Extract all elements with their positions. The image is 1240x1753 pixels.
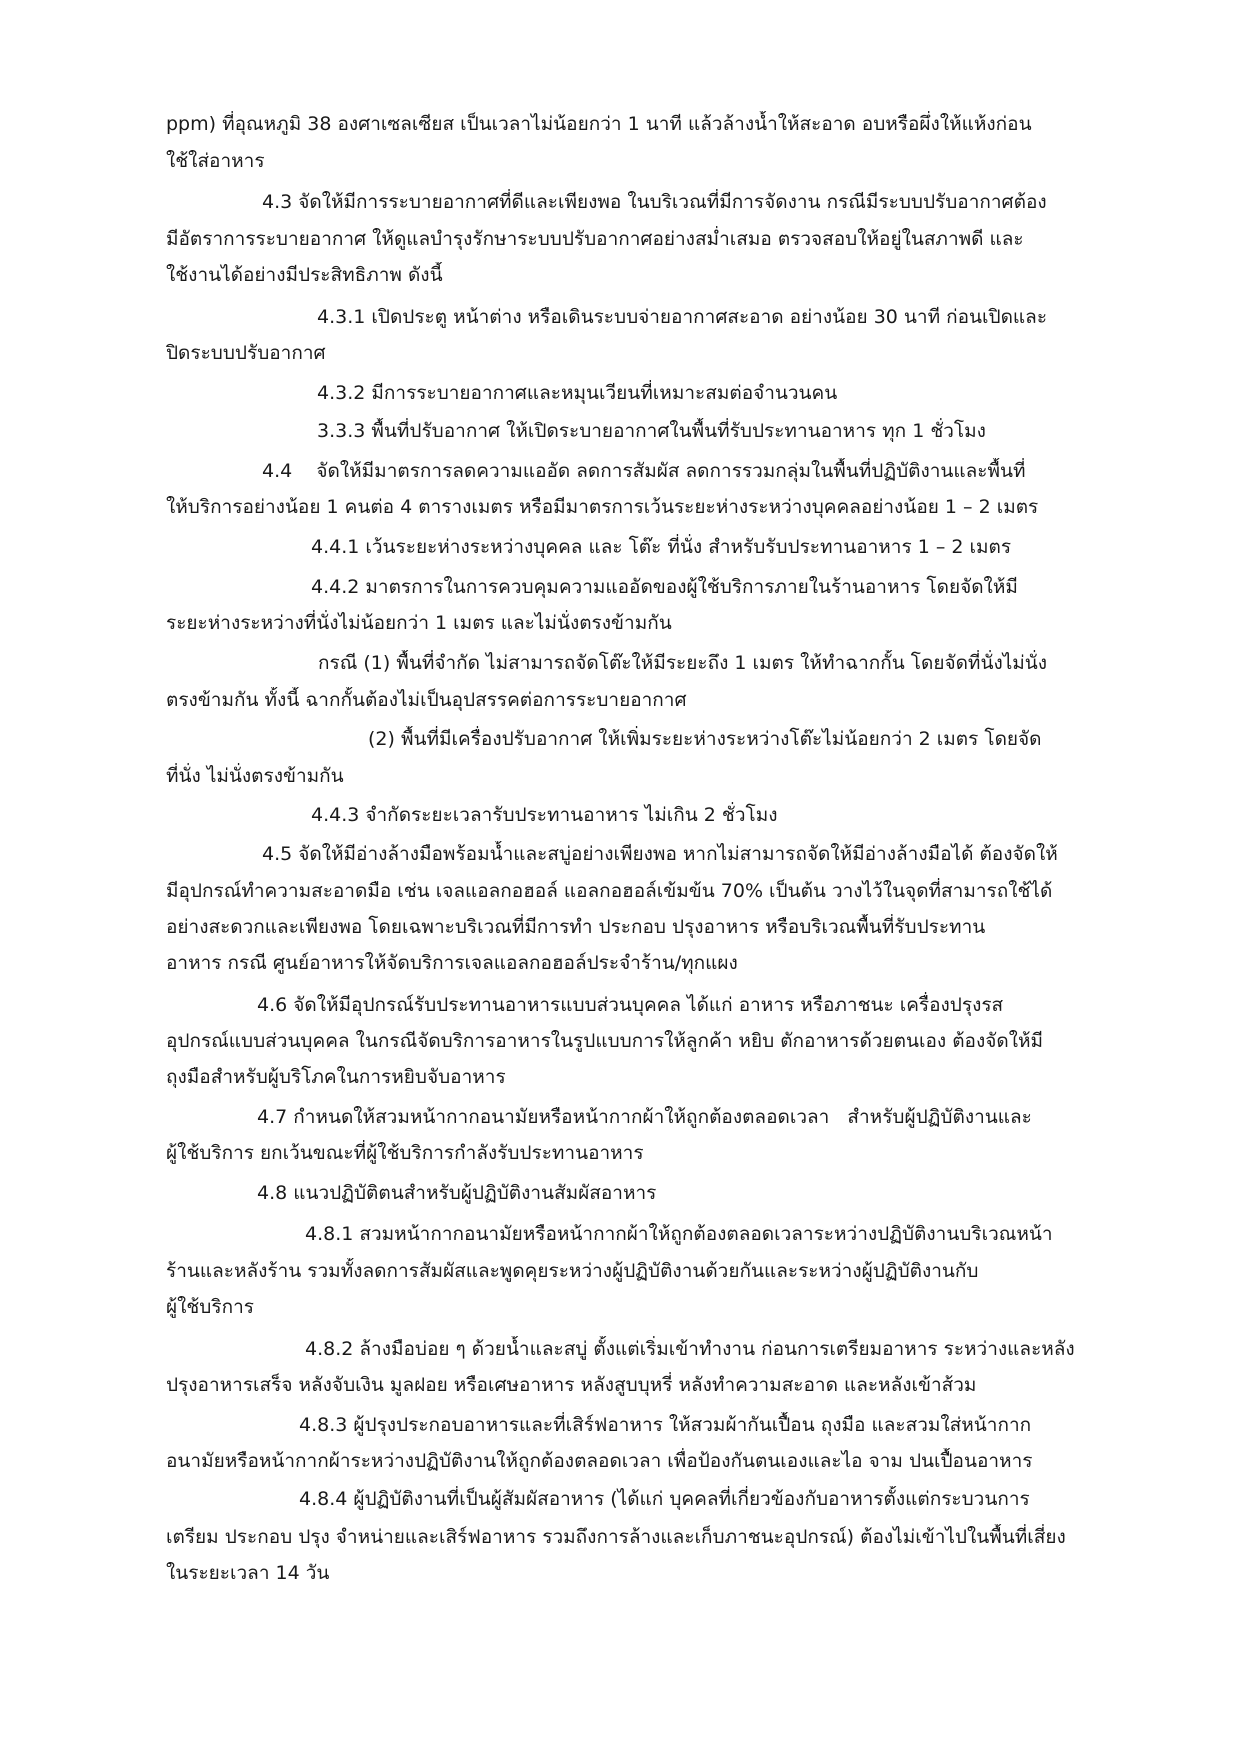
text-line: 4.4.1 เว้นระยะห่างระหว่างบุคคล และ โต๊ะ ที่นั่ง สำหรับรับประทานอาหาร 1 – 2 เมตร — [311, 536, 1012, 558]
text-line: มีอัตราการระบายอากาศ ให้ดูแลบำรุงรักษาระบบปรับอากาศอย่างสม่ำเสมอ ตรวจสอบให้อยู่ในสภาพดี และ — [166, 228, 1024, 250]
text-line: ปรุงอาหารเสร็จ หลังจับเงิน มูลฝอย หรือเศษอาหาร หลังสูบบุหรี่ หลังทำความสะอาด และหลังเข้าส้วม — [166, 1374, 977, 1396]
text-line: ผู้ใช้บริการ ยกเว้นขณะที่ผู้ใช้บริการกำลังรับประทานอาหาร — [166, 1142, 644, 1164]
text-line: 4.3.1 เปิดประตู หน้าต่าง หรือเดินระบบจ่ายอากาศสะอาด อย่างน้อย 30 นาที ก่อนเปิดและ — [317, 306, 1048, 328]
text-line: 4.3.2 มีการระบายอากาศและหมุนเวียนที่เหมาะสมต่อจำนวนคน — [317, 382, 838, 404]
text-line: ปิดระบบปรับอากาศ — [166, 342, 326, 364]
text-line: ระยะห่างระหว่างที่นั่งไม่น้อยกว่า 1 เมตร และไม่นั่งตรงข้ามกัน — [166, 612, 672, 634]
text-line: 4.4 จัดให้มีมาตรการลดความแออัด ลดการสัมผัส ลดการรวมกลุ่มในพื้นที่ปฏิบัติงานและพื้นที่ — [262, 460, 1026, 482]
text-line: อนามัยหรือหน้ากากผ้าระหว่างปฏิบัติงานให้ถูกต้องตลอดเวลา เพื่อป้องกันตนเองและไอ จาม ปนเปื้อนอาหาร — [166, 1450, 1033, 1472]
text-line: ใช้ใส่อาหาร — [166, 150, 265, 172]
text-line: 3.3.3 พื้นที่ปรับอากาศ ให้เปิดระบายอากาศในพื้นที่รับประทานอาหาร ทุก 1 ชั่วโมง — [317, 420, 986, 442]
text-line: ที่นั่ง ไม่นั่งตรงข้ามกัน — [166, 765, 344, 787]
text-line: อาหาร กรณี ศูนย์อาหารให้จัดบริการเจลแอลกอฮอล์ประจำร้าน/ทุกแผง — [166, 952, 738, 974]
text-line: 4.7 กำหนดให้สวมหน้ากากอนามัยหรือหน้ากากผ้าให้ถูกต้องตลอดเวลา สำหรับผู้ปฏิบัติงานและ — [257, 1106, 1032, 1128]
text-line: ให้บริการอย่างน้อย 1 คนต่อ 4 ตารางเมตร หรือมีมาตรการเว้นระยะห่างระหว่างบุคคลอย่างน้อย 1 – 2 เมตร — [166, 496, 1039, 518]
text-line: ร้านและหลังร้าน รวมทั้งลดการสัมผัสและพูดคุยระหว่างผู้ปฏิบัติงานด้วยกันและระหว่างผู้ปฏิบัติงานกับ — [166, 1260, 979, 1282]
text-line: 4.5 จัดให้มีอ่างล้างมือพร้อมน้ำและสบู่อย่างเพียงพอ หากไม่สามารถจัดให้มีอ่างล้างมือได้ ต้องจัดให้ — [262, 843, 1058, 865]
text-line: 4.3 จัดให้มีการระบายอากาศที่ดีและเพียงพอ ในบริเวณที่มีการจัดงาน กรณีมีระบบปรับอากาศต้อง — [262, 191, 1047, 213]
text-line: ถุงมือสำหรับผู้บริโภคในการหยิบจับอาหาร — [166, 1066, 506, 1088]
text-line: 4.8.4 ผู้ปฏิบัติงานที่เป็นผู้สัมผัสอาหาร (ได้แก่ บุคคลที่เกี่ยวข้องกับอาหารตั้งแต่กระบวนการ — [299, 1488, 1030, 1510]
text-line: 4.4.2 มาตรการในการควบคุมความแออัดของผู้ใช้บริการภายในร้านอาหาร โดยจัดให้มี — [311, 576, 1018, 598]
text-line: มีอุปกรณ์ทำความสะอาดมือ เช่น เจลแอลกอฮอล์ แอลกอฮอล์เข้มข้น 70% เป็นต้น วางไว้ในจุดที่สามารถใช้ได้ — [166, 880, 1053, 902]
text-line: อุปกรณ์แบบส่วนบุคคล ในกรณีจัดบริการอาหารในรูปแบบการให้ลูกค้า หยิบ ตักอาหารด้วยตนเอง ต้องจัดให้มี — [166, 1030, 1044, 1052]
text-line: 4.4.3 จำกัดระยะเวลารับประทานอาหาร ไม่เกิน 2 ชั่วโมง — [311, 804, 778, 826]
text-line: กรณี (1) พื้นที่จำกัด ไม่สามารถจัดโต๊ะให้มีระยะถึง 1 เมตร ให้ทำฉากกั้น โดยจัดที่นั่งไม่นั่ง — [318, 652, 1048, 674]
text-line: ตรงข้ามกัน ทั้งนี้ ฉากกั้นต้องไม่เป็นอุปสรรคต่อการระบายอากาศ — [166, 689, 687, 711]
text-line: 4.8.1 สวมหน้ากากอนามัยหรือหน้ากากผ้าให้ถูกต้องตลอดเวลาระหว่างปฏิบัติงานบริเวณหน้า — [305, 1223, 1053, 1245]
text-line: อย่างสะดวกและเพียงพอ โดยเฉพาะบริเวณที่มีการทำ ประกอบ ปรุงอาหาร หรือบริเวณพื้นที่รับประทาน — [166, 916, 986, 938]
text-line: ใช้งานได้อย่างมีประสิทธิภาพ ดังนี้ — [166, 264, 443, 286]
text-line: ppm) ที่อุณหภูมิ 38 องศาเซลเซียส เป็นเวลาไม่น้อยกว่า 1 นาที แล้วล้างน้ำให้สะอาด อบหรือผึ่งให้แห้งก่อน — [166, 113, 1032, 135]
text-line: เตรียม ประกอบ ปรุง จำหน่ายและเสิร์ฟอาหาร รวมถึงการล้างและเก็บภาชนะอุปกรณ์) ต้องไม่เข้าไปในพื้นที่เสี่ยง — [166, 1526, 1066, 1548]
text-line: 4.8.3 ผู้ปรุงประกอบอาหารและที่เสิร์ฟอาหาร ให้สวมผ้ากันเปื้อน ถุงมือ และสวมใส่หน้ากาก — [299, 1414, 1032, 1436]
text-line: 4.6 จัดให้มีอุปกรณ์รับประทานอาหารแบบส่วนบุคคล ได้แก่ อาหาร หรือภาชนะ เครื่องปรุงรส — [257, 994, 1004, 1016]
text-line: 4.8 แนวปฏิบัติตนสำหรับผู้ปฏิบัติงานสัมผัสอาหาร — [257, 1182, 657, 1204]
text-line: 4.8.2 ล้างมือบ่อย ๆ ด้วยน้ำและสบู่ ตั้งแต่เริ่มเข้าทำงาน ก่อนการเตรียมอาหาร ระหว่างและหลัง — [305, 1338, 1075, 1360]
text-line: ในระยะเวลา 14 วัน — [166, 1562, 330, 1584]
text-line: ผู้ใช้บริการ — [166, 1296, 254, 1318]
text-line: (2) พื้นที่มีเครื่องปรับอากาศ ให้เพิ่มระยะห่างระหว่างโต๊ะไม่น้อยกว่า 2 เมตร โดยจัด — [368, 728, 1042, 750]
